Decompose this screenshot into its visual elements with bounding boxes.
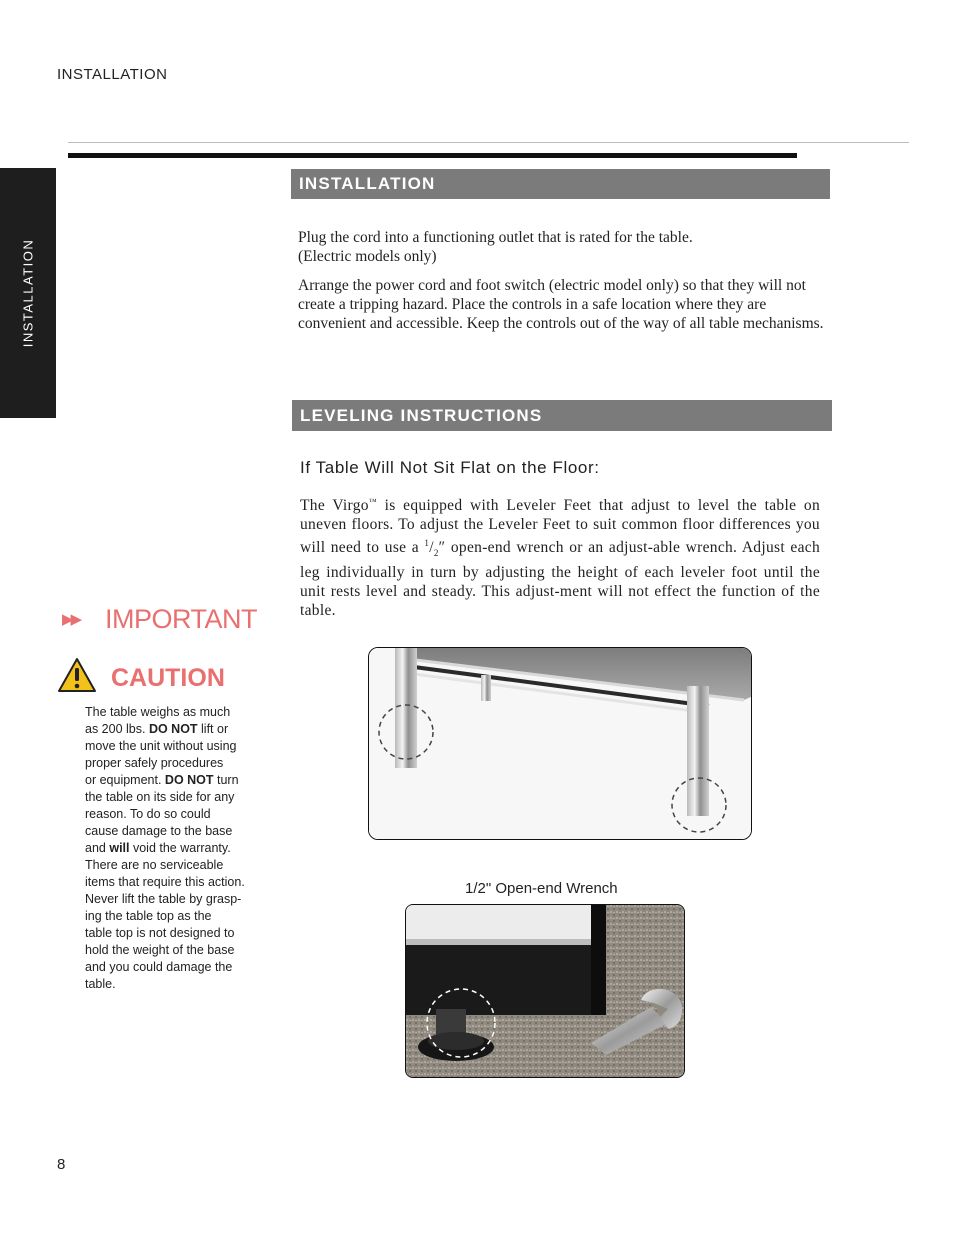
- running-head: INSTALLATION: [57, 66, 168, 83]
- caution-line: table.: [85, 977, 116, 991]
- caution-text: [85, 704, 271, 993]
- leveler-foot-wrench-photo: [405, 904, 685, 1078]
- installation-paragraph-1-line-1: Plug the cord into a functioning outlet that is rated for the table.: [298, 229, 693, 246]
- trademark-symbol: ™: [368, 497, 377, 506]
- caution-line: as 200 lbs. DO NOT lift or: [85, 722, 229, 736]
- will-emphasis: will: [109, 841, 130, 855]
- page-number: 8: [57, 1156, 66, 1173]
- caution-line: ing the table top as the: [85, 909, 212, 923]
- leveling-paragraph: [300, 492, 820, 620]
- warning-triangle-icon: [57, 657, 97, 698]
- table-legs-illustration: [368, 647, 752, 840]
- caution-line: and you could damage the: [85, 960, 233, 974]
- half-inch-fraction: $^1/_2$: [424, 538, 439, 559]
- wrench-caption: 1/2" Open-end Wrench: [465, 880, 618, 897]
- caution-line: items that require this action.: [85, 875, 245, 889]
- caution-line: move the unit without using: [85, 739, 237, 753]
- installation-paragraph-1-line-2: (Electric models only): [298, 248, 437, 265]
- caution-line: reason. To do so could: [85, 807, 211, 821]
- installation-paragraph-2: Arrange the power cord and foot switch (electric model only) so that they will not create a tripping hazard. Place the controls in a safe location where they are convenient and accessible. Keep the controls out of the way of all table mechanisms.: [298, 277, 824, 332]
- installation-paragraph-1: [298, 228, 838, 266]
- leveling-subheading: If Table Will Not Sit Flat on the Floor:: [300, 458, 600, 477]
- caution-label: CAUTION: [111, 664, 225, 692]
- leveling-text-1: The Virgo: [300, 497, 369, 515]
- leveling-text-2: is equipped with Leveler Feet that adjust to level the table on uneven floors. To adjust the Leveler Feet to suit common floor differences you will need to use a: [300, 497, 820, 557]
- header-thin-rule: [68, 142, 909, 143]
- header-thick-rule: [68, 153, 797, 158]
- caution-line: the table on its side for any: [85, 790, 235, 804]
- fraction-numerator: 1: [424, 538, 430, 549]
- caution-line: Never lift the table by grasp-: [85, 892, 242, 906]
- caution-line: cause damage to the base: [85, 824, 233, 838]
- caution-line: proper safely procedures: [85, 756, 224, 770]
- important-label: IMPORTANT: [105, 604, 258, 634]
- caution-line: or equipment. DO NOT turn: [85, 773, 239, 787]
- caution-line: and will void the warranty.: [85, 841, 231, 855]
- leveling-text-3: ″ open-end wrench or an adjust-able wrench. Adjust each leg individually in turn by adjusting the height of each leveler foot until the unit rests level and steady. This adjust-ment will not effect the function of the table.: [300, 539, 820, 620]
- do-not-emphasis: DO NOT: [164, 773, 214, 787]
- caution-line: table top is not designed to: [85, 926, 235, 940]
- fraction-denominator: 2: [433, 548, 439, 559]
- installation-section-title: INSTALLATION: [291, 169, 830, 199]
- leveling-section-title: LEVELING INSTRUCTIONS: [292, 400, 832, 431]
- double-chevron-right-icon: ▶▶: [62, 611, 80, 628]
- do-not-emphasis: DO NOT: [148, 722, 198, 736]
- caution-line: There are no serviceable: [85, 858, 224, 872]
- side-tab-label: INSTALLATION: [20, 238, 36, 348]
- side-tab: [0, 168, 56, 418]
- caution-line: hold the weight of the base: [85, 943, 235, 957]
- caution-line: The table weighs as much: [85, 705, 231, 719]
